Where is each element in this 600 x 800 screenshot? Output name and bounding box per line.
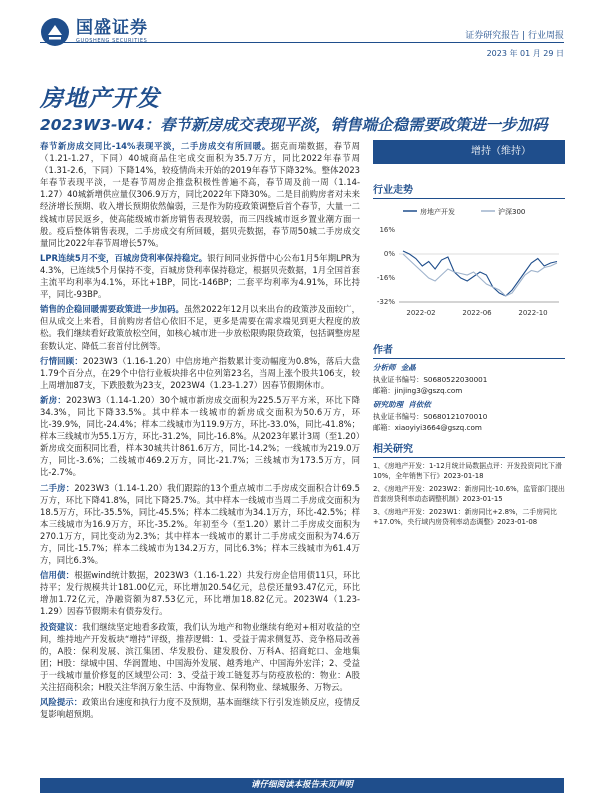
analyst-name: 肖依依	[408, 400, 431, 409]
analyst-block	[373, 362, 565, 396]
paragraph-text: 2023W3（1.14-1.20）30个城市新房成交面积为225.5万平方米，环比下降34.3%，同比下降33.5%。其中样本一线城市的新房成交面积为50.6万方，环比-39.9%，同比-24.4%；样本二线城市为119.9万方，环比-33.0%，同比-41.8%；样本三线城市为55.1万方，环比-31.2%，同比-16.8%。从2023年累计3周（至1.20）新房成交面积同比看，样本30城共计861.6万方，同比-14.2%；一线城市为219.0万方，同比-3.6%；二线城市469.2万方，同比-21.7%；三线城市为173.5万方，同比-2.7%。	[40, 394, 360, 478]
footer-disclaimer: 请仔细阅读本报告末页声明	[40, 778, 564, 793]
report-date: 2023 年 01 月 29 日	[486, 49, 564, 58]
y-tick-label: -16%	[376, 274, 395, 282]
paragraph-lead: 新房：	[40, 394, 67, 405]
logo-name-en: GUOSHENG SECURITIES	[76, 38, 148, 44]
paragraph-text: 我们继续坚定地看多政策，我们认为地产和物业继续有绝对+相对收益的空间，维持地产开发板块“增持”评级，推荐逻辑：1、受益于需求侧复苏、竞争格局改善的，A股：保利发展、滨江集团、华发股份、建发股份、万科A、招商蛇口、金地集团；H股：绿城中国、华润置地、中国海外发展、越秀地产、中国海外宏洋；2、受益于一线城市量价修复的区域型公司：3、受益于竣工链复苏与防疫放松的：物业：A股关注招商积余；H股关注华润万象生活、中海物业、保利物业、绿城服务、万物云。	[40, 621, 361, 693]
body-paragraph	[40, 696, 360, 720]
related-report-link[interactable]: 2、《房地产开发：2023W2：新房同比-10.6%，监管部门提出首套房贷利率动态调整机制》2023-01-15	[373, 485, 565, 503]
analyst-section-title: 作者	[373, 341, 565, 359]
body-paragraph	[40, 140, 360, 249]
paragraph-lead: 风险提示：	[40, 697, 83, 708]
report-header	[0, 0, 600, 64]
report-title: 2023W3-W4：春节新房成交表现平淡，销售端企稳需要政策进一步加码	[40, 116, 548, 134]
industry-title: 房地产开发	[40, 86, 160, 112]
paragraph-text: 2023W3（1.14-1.20）我们跟踪的13个重点城市二手房成交面积合计69.5万方，环比下降41.8%，同比下降25.7%。其中样本一线城市当周二手房成交面积为18.5万方，环比-35.5%，同比-45.5%；样本二线城市为34.1万方，环比-42.5%；样本三线城市为16.9万方，环比-35.2%。年初至今（至1.20）累计二手房成交面积为270.1万方，同比变动为2.3%；其中样本一线城市的累计二手房成交面积为74.6万方，同比-15.7%；样本二线城市为134.2万方，同比6.3%；样本三线城市为61.4万方，同比6.3%。	[40, 482, 361, 566]
analyst-block	[373, 399, 565, 433]
report-body	[40, 140, 360, 723]
analyst-cert: 执业证书编号：S0680121070010	[373, 412, 488, 421]
related-report-link[interactable]: 1、《房地产开发：1-12月统计局数据点评：开发投资同比下滑10%，全年销售下行》2023-01-18	[373, 462, 562, 480]
legend-label-series-2: 沪深300	[498, 208, 526, 216]
body-paragraph	[40, 621, 360, 694]
trend-section-title: 行业走势	[373, 181, 565, 199]
paragraph-lead: 投资建议：	[40, 621, 83, 632]
analyst-role: 分析师	[373, 363, 396, 372]
x-axis	[406, 309, 547, 317]
paragraph-lead: 春节新房成交同比-14%表现平淡，二手房成交有所回暖。	[40, 141, 271, 151]
analyst-email[interactable]: 邮箱：jinjing3@gszq.com	[373, 386, 463, 395]
body-paragraph	[40, 252, 360, 300]
y-tick-label: 16%	[379, 226, 395, 234]
logo-name-cn: 国盛证券	[76, 18, 148, 38]
paragraph-lead: 行情回顾：	[40, 355, 83, 366]
paragraph-lead: 二手房：	[40, 482, 75, 493]
industry-trend-chart	[373, 201, 565, 329]
y-tick-label: -32%	[376, 298, 395, 306]
rating-badge: 增持（维持）	[373, 140, 565, 164]
related-section-title: 相关研究	[373, 440, 565, 458]
x-tick-label: 2022-06	[462, 309, 492, 317]
paragraph-text: 虽然2022年12月以来出台的政策涉及面较广，但从成交上来看，目前购房者信心依旧不足，更多是需要在需求端见到更大程度的放松。我们继续看好政策放松空间，如核心城市进一步放松限购限贷政策，包括调整房屋套数认定、降低二套首付比例等。	[40, 304, 360, 351]
chart-legend	[403, 207, 525, 216]
body-paragraph	[40, 303, 360, 351]
analyst-role: 研究助理	[373, 400, 403, 409]
paragraph-lead: 信用债：	[40, 570, 75, 581]
x-tick-label: 2022-02	[406, 309, 436, 317]
paragraph-text: 银行间同业拆借中心公布1月5年期LPR为4.3%，已连续5个月保持不变，百城房贷利率保持稳定，根据贝壳数据，1月全国首套主流平均利率为4.1%，环比+1BP，同比-146BP；二套平均利率为4.91%，环比持平，同比-93BP。	[40, 252, 361, 300]
series-line-1	[403, 251, 557, 296]
body-paragraph	[40, 355, 360, 391]
report-type-label: 证券研究报告 | 行业周报	[465, 31, 564, 41]
paragraph-text: 据克而瑞数据，春节周（1.21-1.27，下同）40城商品住宅成交面积为35.7万方，同比2022年春节周（1.31-2.6，下同）下降14%，较疫情尚未开始的2019年春节下降32%。整体2023年春节表现平淡，一是春节周房企推盘积极性普遍不高，春节周及前一周（1.14-1.27）40城新增供应量仅306.9万方，同比2022年下降30%。二是目前购房者对未来经济增长预期、收入增长预期依然偏弱，三是作为防疫政策调整后首个春节，大量一二线城市居民返乡，使高能级城市新房销售表现较弱，而三四线城市返乡置业潮方面一般。疫后整体销售表现，二手房成交有所回暖，据贝壳数据，春节周50城二手房成交量同比2022年春节周增长57%。	[40, 141, 360, 248]
body-paragraph	[40, 394, 360, 479]
header-divider	[40, 42, 564, 43]
series-line-2	[403, 254, 557, 296]
y-axis	[377, 226, 395, 306]
related-report-link[interactable]: 3、《房地产开发：2023W1：新房同比+2.8%，二手房同比+17.0%，央行域内房贷利率动态调整》2023-01-08	[373, 508, 557, 526]
analyst-name: 金晶	[400, 363, 416, 372]
body-paragraph	[40, 569, 360, 617]
paragraph-text: 2023W3（1.16-1.20）中信房地产指数累计变动幅度为0.8%，落后大盘1.79个百分点，在29个中信行业板块排名中位列第23名，当周上涨个股共106支，较上周增加87支，下跌股数为23支，2023W4（1.23-1.27）因春节假期休市。	[40, 355, 361, 390]
paragraph-text: 政策出台速度和执行力度不及预期，基本面继续下行引发连锁反应，疫情反复影响超预期。	[40, 697, 361, 720]
sidebar	[373, 140, 565, 527]
y-tick-label: 0%	[383, 250, 395, 258]
paragraph-text: 根据wind统计数据，2023W3（1.16-1.22）共发行房企信用债11只，环比持平；发行规模共计181.00亿元，环比增加20.54亿元，总偿还量93.47亿元，环比增加1.72亿元，净融资额为87.53亿元，环比增加18.82亿元。2023W4（1.23-1.29）因春节假期未有债券发行。	[40, 570, 360, 617]
x-tick-label: 2022-10	[518, 309, 548, 317]
analyst-email[interactable]: 邮箱：xiaoyiyi3664@gszq.com	[373, 423, 482, 432]
paragraph-lead: 销售的企稳回暖需要政策进一步加码。	[40, 304, 184, 315]
legend-label-series-1: 房地产开发	[420, 208, 455, 216]
analyst-cert: 执业证书编号：S0680522030001	[373, 375, 488, 384]
paragraph-lead: LPR连续5月不变，百城房贷利率保持稳定。	[40, 252, 208, 263]
body-paragraph	[40, 482, 360, 567]
